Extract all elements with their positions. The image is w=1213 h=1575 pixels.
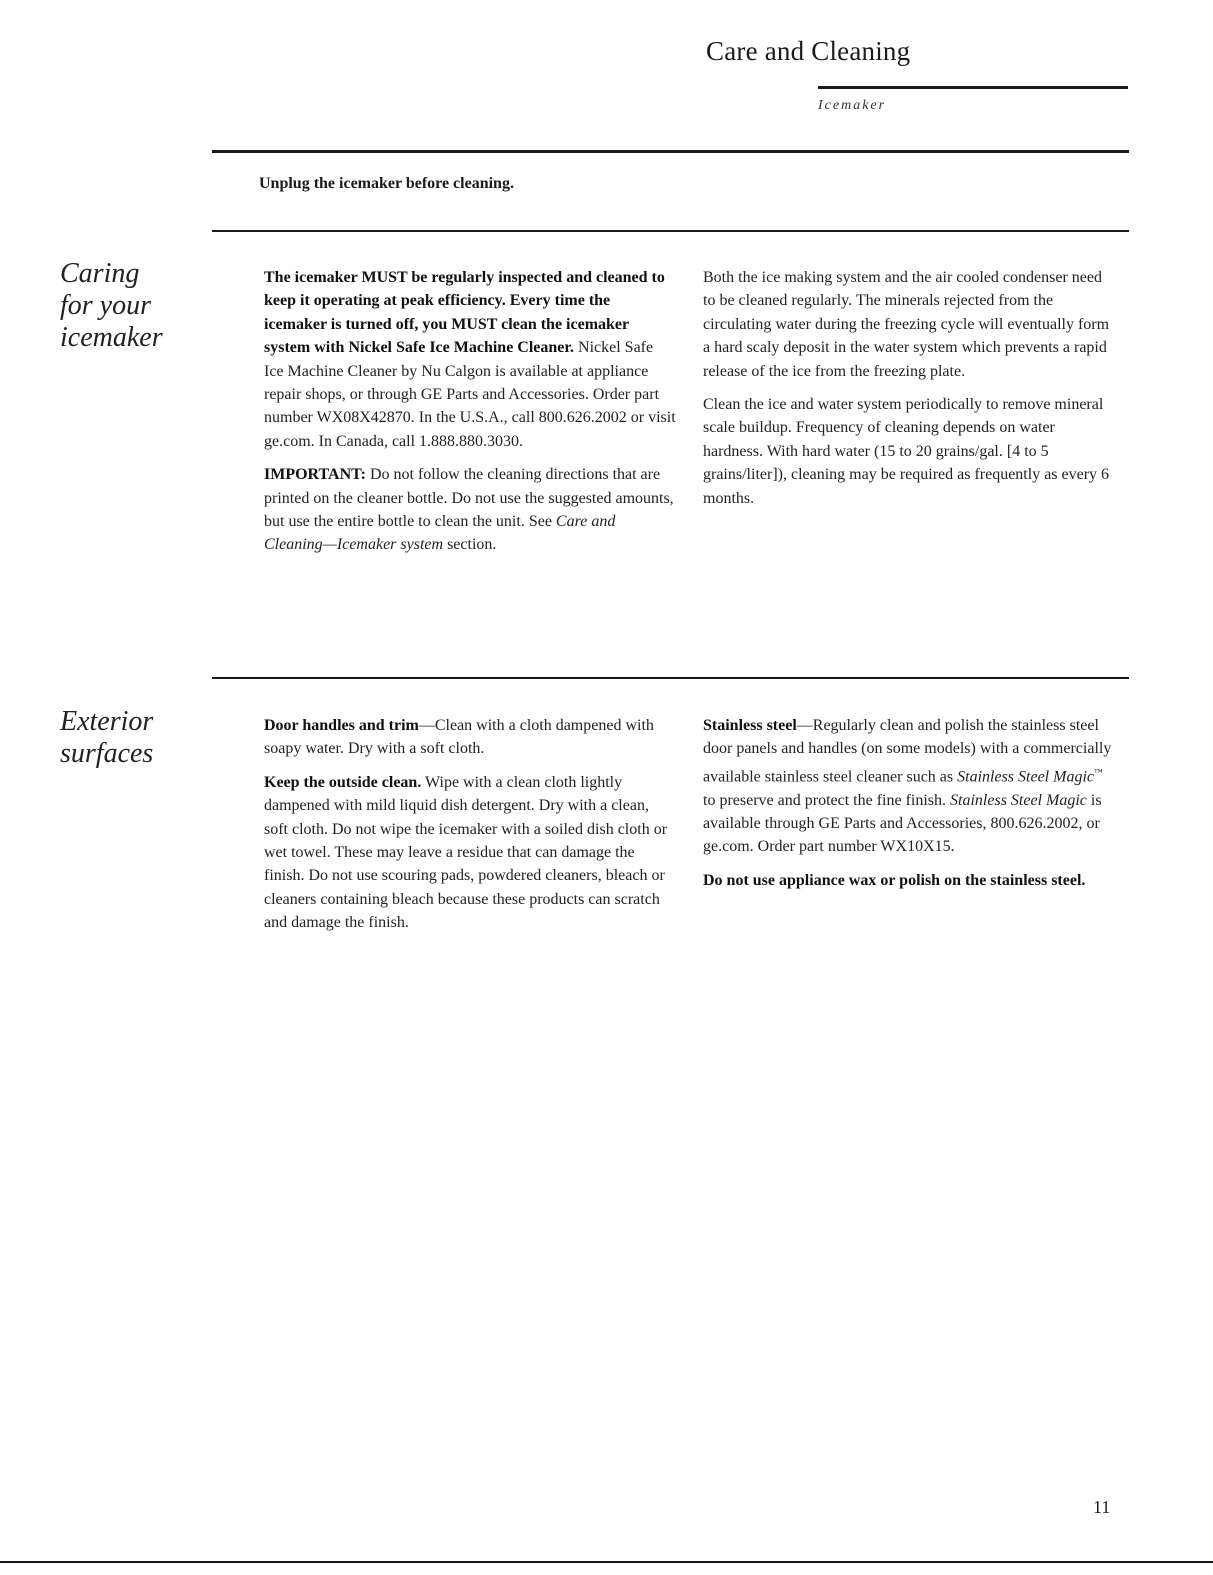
- body-text: Nickel Safe Ice Machine Cleaner by Nu Calgon is available at appliance repair shops, or through GE Parts and Accessories. Order part number WX08X42870. In the U.S.A., call 800.626.2002 or visit ge.com. In Canada, call 1.888.880.3030.: [264, 339, 676, 450]
- bottom-rule: [0, 1561, 1213, 1563]
- exterior-paragraph: [264, 714, 674, 761]
- bold-text: The icemaker MUST be regularly inspected and cleaned to keep it operating at peak efficiency. Every time the icemaker is turned off, you MUST clean the icemaker system with Nickel Safe Ice Machine Cleaner.: [264, 269, 665, 357]
- bold-text: Do not use appliance wax or polish on the stainless steel.: [703, 871, 1086, 889]
- section-title-line: for your: [60, 290, 151, 321]
- exterior-paragraph: [703, 869, 1113, 892]
- divider: [212, 230, 1129, 232]
- product-name: Stainless Steel Magic: [950, 791, 1087, 809]
- exterior-paragraph: [703, 714, 1113, 859]
- exterior-paragraph: [264, 771, 674, 935]
- body-text: section.: [443, 536, 497, 554]
- section-title-line: surfaces: [60, 738, 154, 769]
- caring-right-column: [703, 266, 1113, 520]
- bold-text: Door handles and trim: [264, 717, 419, 734]
- body-text: Do not follow the cleaning directions that are printed on the cleaner bottle. Do not use the suggested amounts, but use the entire bottle to clean the unit. See: [264, 466, 674, 531]
- page-title: Care and Cleaning: [706, 36, 911, 66]
- section-title-line: icemaker: [60, 322, 163, 353]
- bold-text: Keep the outside clean.: [264, 773, 422, 791]
- divider: [212, 150, 1129, 153]
- header-rule: [818, 86, 1128, 89]
- product-name: Stainless Steel Magic: [957, 768, 1094, 786]
- body-text: —Regularly clean and polish the stainless steel door panels and handles (on some models) with a commercially available stainless steel cleaner such as: [703, 717, 1112, 786]
- section-reference: Care and Cleaning—Icemaker system: [264, 513, 616, 554]
- caring-paragraph: Both the ice making system and the air cooled condenser need to be cleaned regularly. The minerals rejected from the circulating water during the freezing cycle will eventually form a hard scaly deposit in the water system which prevents a rapid release of the ice from the freezing plate.: [703, 269, 1110, 380]
- warning-text: Unplug the icemaker before cleaning.: [259, 175, 514, 192]
- section-title-line: Caring: [60, 258, 140, 289]
- body-text: Wipe with a clean cloth lightly dampened with mild liquid dish detergent. Dry with a clean, soft cloth. Do not wipe the icemaker with a soiled dish cloth or wet towel. These may leave a residue that can damage the finish. Do not use scouring pads, powdered cleaners, bleach or cleaners containing bleach because these products can scratch and damage the finish.: [264, 773, 668, 932]
- page-number: 11: [1093, 1497, 1111, 1517]
- important-paragraph: [264, 463, 676, 557]
- important-label: IMPORTANT:: [264, 466, 366, 484]
- body-text: —Clean with a cloth dampened with soapy water. Dry with a soft cloth.: [264, 717, 654, 758]
- body-text: to preserve and protect the fine finish.: [703, 791, 951, 809]
- caring-paragraph: [264, 266, 676, 453]
- divider: [212, 677, 1129, 679]
- section-title-exterior: [60, 706, 153, 770]
- section-title-caring: [60, 258, 163, 354]
- bold-text: Stainless steel: [703, 717, 797, 734]
- exterior-left-column: [264, 714, 674, 945]
- page-subtitle: Icemaker: [818, 98, 887, 113]
- trademark-symbol: ™: [1093, 766, 1103, 777]
- body-text: is available through GE Parts and Accessories, 800.626.2002, or ge.com. Order part number WX10X15.: [703, 791, 1102, 856]
- caring-paragraph: Clean the ice and water system periodically to remove mineral scale buildup. Frequency of cleaning depends on water hardness. With hard water (15 to 20 grains/gal. [4 to 5 grains/liter]), cleaning may be required as frequently as every 6 months.: [703, 396, 1110, 507]
- exterior-right-column: [703, 714, 1113, 902]
- caring-left-column: [264, 266, 676, 567]
- section-title-line: Exterior: [60, 706, 154, 737]
